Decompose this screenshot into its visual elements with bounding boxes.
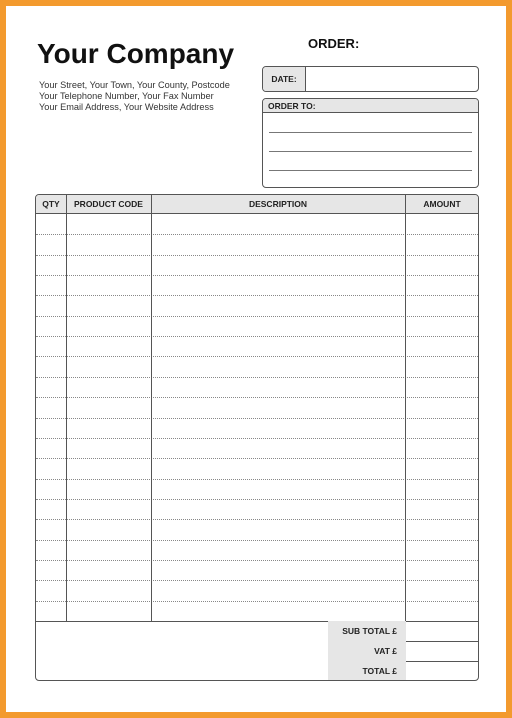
cell-product-code[interactable]: [66, 601, 151, 621]
cell-qty[interactable]: [36, 601, 66, 621]
cell-product-code[interactable]: [66, 336, 151, 356]
order-to-line[interactable]: [269, 151, 472, 152]
total-label: TOTAL £: [328, 661, 406, 681]
cell-qty[interactable]: [36, 255, 66, 275]
cell-product-code[interactable]: [66, 499, 151, 519]
cell-qty[interactable]: [36, 397, 66, 417]
cell-description[interactable]: [151, 356, 405, 376]
cell-qty[interactable]: [36, 519, 66, 539]
header-description: DESCRIPTION: [248, 199, 308, 209]
cell-description[interactable]: [151, 458, 405, 478]
order-to-label: ORDER TO:: [263, 99, 478, 113]
cell-description[interactable]: [151, 336, 405, 356]
company-name: Your Company: [37, 38, 235, 69]
order-to-line[interactable]: [269, 132, 472, 133]
cell-product-code[interactable]: [66, 580, 151, 600]
cell-product-code[interactable]: [66, 540, 151, 560]
cell-product-code[interactable]: [66, 479, 151, 499]
cell-amount[interactable]: [405, 418, 479, 438]
cell-amount[interactable]: [405, 519, 479, 539]
cell-product-code[interactable]: [66, 377, 151, 397]
cell-qty[interactable]: [36, 316, 66, 336]
cell-product-code[interactable]: [66, 418, 151, 438]
cell-description[interactable]: [151, 499, 405, 519]
cell-qty[interactable]: [36, 540, 66, 560]
cell-amount[interactable]: [405, 336, 479, 356]
company-address: [39, 80, 230, 113]
cell-qty[interactable]: [36, 560, 66, 580]
order-to-field[interactable]: [262, 98, 479, 188]
cell-description[interactable]: [151, 397, 405, 417]
vat-label: VAT £: [328, 641, 406, 661]
order-to-line[interactable]: [269, 170, 472, 171]
cell-amount[interactable]: [405, 316, 479, 336]
cell-qty[interactable]: [36, 234, 66, 254]
cell-qty[interactable]: [36, 479, 66, 499]
cell-qty[interactable]: [36, 580, 66, 600]
header-amount: AMOUNT: [423, 199, 461, 209]
header-product-code: PRODUCT CODE: [74, 199, 143, 209]
cell-description[interactable]: [151, 601, 405, 621]
cell-amount[interactable]: [405, 499, 479, 519]
cell-amount[interactable]: [405, 397, 479, 417]
address-line-phone: Your Telephone Number, Your Fax Number: [39, 91, 214, 101]
cell-product-code[interactable]: [66, 356, 151, 376]
cell-qty[interactable]: [36, 418, 66, 438]
cell-amount[interactable]: [405, 295, 479, 315]
cell-description[interactable]: [151, 377, 405, 397]
cell-amount[interactable]: [405, 214, 479, 234]
cell-qty[interactable]: [36, 458, 66, 478]
cell-description[interactable]: [151, 316, 405, 336]
cell-product-code[interactable]: [66, 458, 151, 478]
address-line-email: Your Email Address, Your Website Address: [39, 102, 214, 112]
cell-description[interactable]: [151, 479, 405, 499]
cell-qty[interactable]: [36, 295, 66, 315]
cell-qty[interactable]: [36, 336, 66, 356]
cell-qty[interactable]: [36, 214, 66, 234]
cell-amount[interactable]: [405, 560, 479, 580]
cell-qty[interactable]: [36, 356, 66, 376]
cell-qty[interactable]: [36, 438, 66, 458]
date-field[interactable]: [262, 66, 479, 92]
cell-product-code[interactable]: [66, 295, 151, 315]
cell-amount[interactable]: [405, 458, 479, 478]
cell-amount[interactable]: [405, 601, 479, 621]
cell-amount[interactable]: [405, 275, 479, 295]
cell-amount[interactable]: [405, 479, 479, 499]
cell-qty[interactable]: [36, 499, 66, 519]
cell-amount[interactable]: [405, 377, 479, 397]
cell-description[interactable]: [151, 234, 405, 254]
cell-product-code[interactable]: [66, 438, 151, 458]
cell-amount[interactable]: [405, 438, 479, 458]
cell-description[interactable]: [151, 214, 405, 234]
cell-amount[interactable]: [405, 356, 479, 376]
cell-product-code[interactable]: [66, 560, 151, 580]
cell-description[interactable]: [151, 438, 405, 458]
cell-description[interactable]: [151, 560, 405, 580]
table-header: [36, 195, 478, 214]
order-form-sheet: [6, 6, 506, 712]
cell-qty[interactable]: [36, 275, 66, 295]
cell-description[interactable]: [151, 519, 405, 539]
cell-product-code[interactable]: [66, 214, 151, 234]
address-line-street: Your Street, Your Town, Your County, Postcode: [39, 80, 230, 90]
cell-amount[interactable]: [405, 255, 479, 275]
cell-product-code[interactable]: [66, 397, 151, 417]
cell-product-code[interactable]: [66, 519, 151, 539]
subtotal-label: SUB TOTAL £: [328, 621, 406, 641]
header-qty: QTY: [42, 199, 60, 209]
cell-description[interactable]: [151, 295, 405, 315]
cell-product-code[interactable]: [66, 255, 151, 275]
date-label: DATE:: [263, 67, 306, 91]
order-title: ORDER:: [308, 36, 360, 51]
cell-product-code[interactable]: [66, 234, 151, 254]
body-bottom-line: [36, 621, 478, 622]
cell-product-code[interactable]: [66, 316, 151, 336]
cell-amount[interactable]: [405, 234, 479, 254]
cell-amount[interactable]: [405, 540, 479, 560]
cell-description[interactable]: [151, 418, 405, 438]
cell-description[interactable]: [151, 580, 405, 600]
cell-product-code[interactable]: [66, 275, 151, 295]
cell-description[interactable]: [151, 255, 405, 275]
cell-description[interactable]: [151, 275, 405, 295]
cell-qty[interactable]: [36, 377, 66, 397]
order-items-table: [35, 194, 479, 681]
cell-amount[interactable]: [405, 580, 479, 600]
cell-description[interactable]: [151, 540, 405, 560]
